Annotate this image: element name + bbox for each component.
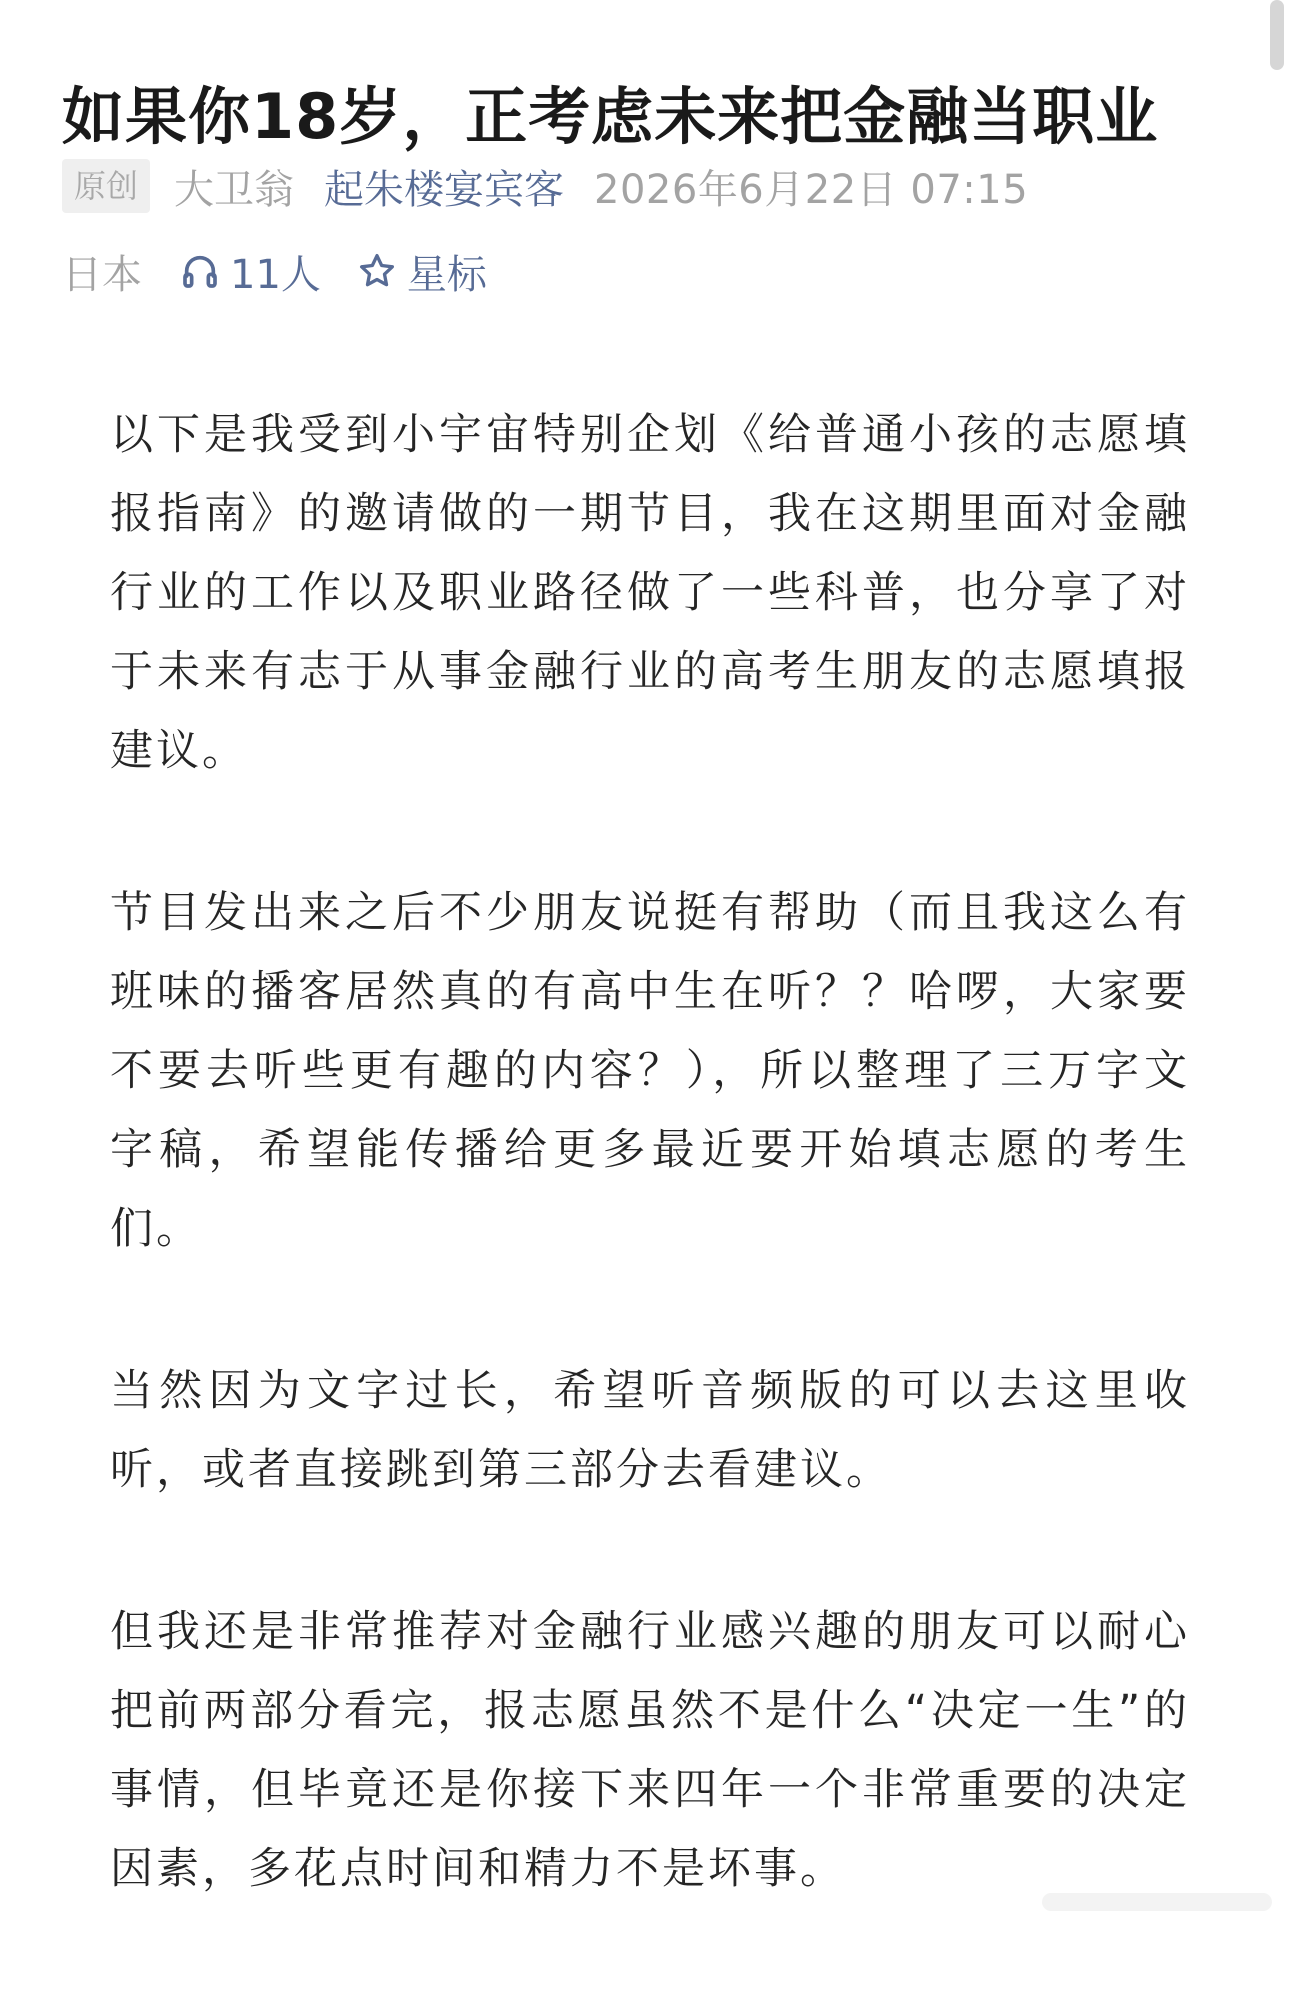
article-body xyxy=(110,396,1190,1992)
paragraph: 节目发出来之后不少朋友说挺有帮助（而且我这么有班味的播客居然真的有高中生在听？？哈啰，大家要不要去听些更有趣的内容？），所以整理了三万字文字稿，希望能传播给更多最近要开始填志愿的考生们。 xyxy=(110,888,1190,1254)
listen-count: 11人 xyxy=(230,251,321,298)
star-icon xyxy=(357,251,397,291)
region-label: 日本 xyxy=(62,251,142,298)
author-name: 大卫翁 xyxy=(174,166,295,213)
article-meta xyxy=(62,156,1028,216)
original-badge: 原创 xyxy=(62,159,150,213)
watermark-graphic xyxy=(1042,1889,1272,1919)
paragraph: 以下是我受到小宇宙特别企划《给普通小孩的志愿填报指南》的邀请做的一期节目，我在这期里面对金融行业的工作以及职业路径做了一些科普，也分享了对于未来有志于从事金融行业的高考生朋友的志愿填报建议。 xyxy=(110,410,1190,776)
publish-datetime: 2026年6月22日 07:15 xyxy=(594,166,1029,213)
star-button[interactable] xyxy=(357,243,487,300)
star-label: 星标 xyxy=(406,251,487,298)
article-title: 如果你18岁，正考虑未来把金融当职业 xyxy=(62,79,1159,153)
scrollbar[interactable] xyxy=(1270,0,1284,70)
account-name-link[interactable]: 起朱楼宴宾客 xyxy=(324,166,565,213)
paragraph: 当然因为文字过长，希望听音频版的可以去这里收听，或者直接跳到第三部分去看建议。 xyxy=(110,1366,1190,1495)
article-meta-secondary xyxy=(62,241,487,301)
listen-button[interactable] xyxy=(180,243,321,300)
headphones-icon xyxy=(180,251,220,291)
paragraph: 但我还是非常推荐对金融行业感兴趣的朋友可以耐心把前两部分看完，报志愿虽然不是什么“决定一生”的事情，但毕竟还是你接下来四年一个非常重要的决定因素，多花点时间和精力不是坏事。 xyxy=(110,1607,1190,1894)
